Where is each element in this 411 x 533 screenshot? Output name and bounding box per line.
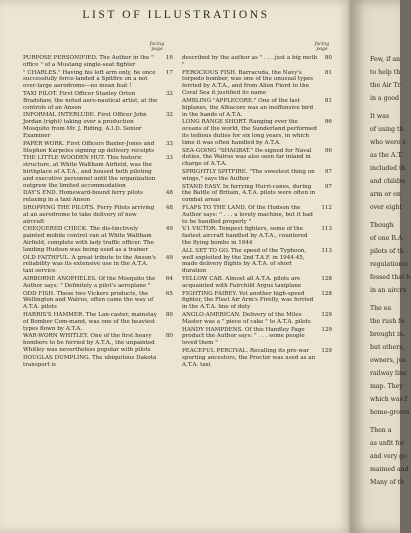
illustration-page-number: 32	[165, 112, 173, 119]
illustration-entry	[182, 119, 332, 146]
illustration-caption: ALL SET TO GO. The speed of the Typhoon, well exploited by the 2nd T.A.F. in 1944-45, made delivery flights by A.T.A. of short duration	[182, 247, 307, 275]
illustration-page-number: 80	[165, 333, 173, 340]
illustration-entry	[182, 276, 332, 290]
body-text-line: The ea	[370, 305, 392, 312]
illustration-page-number: 81	[324, 69, 332, 76]
body-text-line: in an aircra	[370, 287, 407, 294]
illustration-caption: STAND EASY. In ferrying Hurri-canes, during the Battle of Britain, A.T.A. pilots were often in combat areas	[182, 183, 316, 204]
illustration-caption: THE LITTLE WOODEN HUT. This historic structure, at White Waltham Airfield, was the birthplace of A.T.A., and housed both piloting and executive personnel until the organization outgrew the limited accommodation	[23, 155, 156, 189]
illustrations-column-right	[182, 55, 332, 369]
body-text-line: owners, jus	[370, 357, 406, 364]
body-text-line: in a good	[370, 95, 399, 102]
illustration-caption: HANDY HAMPDENS. Of this Handley Page product the Author says: " . . . some people loved them "	[182, 326, 305, 347]
illustration-page-number: 80	[165, 312, 173, 319]
illustrations-column-left	[23, 55, 173, 369]
illustration-caption: " CHARLES." Having his left arm only, he once successfully force-landed a Spitfire on a not over-large aerodrome—no mean feat !	[23, 69, 156, 90]
illustration-page-number: 32	[165, 91, 173, 97]
illustration-entry	[182, 248, 332, 275]
illustration-caption: SEA-GOING "SHAGBAT." De-signed for Naval duties, the Walrus was also seen far inland in charge of A.T.A.	[182, 147, 312, 168]
body-text-line: brought in.	[370, 331, 405, 338]
illustration-caption: AMBLING "APPLECORE." One of the last biplanes, the Albacore was an inoffensive bird in the hands of A.T.A.	[182, 97, 314, 118]
illustration-entry	[23, 55, 173, 69]
illustration-entry	[23, 276, 173, 290]
illustration-page-number: 64	[165, 276, 173, 283]
illustration-page-number: 16	[165, 55, 173, 61]
illustration-entry	[23, 255, 173, 276]
illustration-caption: ODD FISH. These two Vickers products, the Wellington and Walrus, often came the way of A.T.A. pilots	[23, 290, 154, 311]
illustration-entry	[182, 205, 332, 226]
illustration-caption: WAR-WORN WHITLEY. One of the first heavy bombers to be ferried by A.T.A., the unpainted Whitley was nevertheless popular with pilots	[23, 333, 155, 354]
illustration-caption: AIRBORNE ANOPHELES. Of the Mosquito the Author says: " Definitely a pilot's aeroplane "	[23, 276, 156, 289]
illustration-entry	[23, 355, 173, 369]
illustration-entry	[182, 348, 332, 369]
body-text-line: the Air Tr	[370, 82, 401, 89]
body-text-line: as unfit for	[370, 440, 405, 447]
illustration-entry	[182, 98, 332, 119]
page-title: LIST OF ILLUSTRATIONS	[82, 9, 270, 21]
illustration-page-number: 49	[165, 254, 173, 261]
illustration-page-number: 112	[321, 204, 332, 211]
illustration-caption: PAPER WORK. First Officers Baxter-Jones and Stephen Karpeles signing up delivery receipts	[23, 140, 155, 154]
illustration-caption: ANGLO-AMERICAN. Delivery of the Miles Master was a " piece of cake " to A.T.A. pilots	[182, 312, 311, 325]
illustration-caption: FEROCIOUS FISH. Barracuda, the Navy's torpedo bomber, was one of the unusual types ferried by A.T.A., and from Alien Fiord to the Coral Sea it justified its name	[182, 69, 314, 97]
illustration-page-number: 96	[324, 119, 332, 126]
body-text-line: railway line	[370, 370, 407, 377]
body-text-line: the rush fo	[370, 318, 405, 325]
body-text-line: Many of th	[370, 479, 404, 486]
body-text-line: of using th	[370, 126, 404, 133]
illustration-entry	[23, 205, 173, 226]
illustration-caption: FLAPS TO THE LAND. Of the Hudson the Author says: " . . . a lovely machine, but it had to be handled properly "	[182, 204, 313, 225]
body-text-line: and very go	[370, 453, 407, 460]
illustration-entry	[23, 226, 173, 253]
illustration-caption: PEACEFUL PERCIVAL. Recalling its pre-war sporting ancestors, the Proctor was used as an A.T.A. taxi	[182, 348, 316, 368]
illustration-entry	[23, 155, 173, 189]
illustration-caption: INFORMAL INTERLUDE. First Officer John Jordan (right) taking over a production Mosquito from Mr. J. Riding, A.I.D. Senior Examiner	[23, 112, 147, 139]
illustration-caption: TAXI PILOT. First Officer Stanley Orton Bradshaw, the noted aero-nautical artist, at the controls of an Anson	[23, 91, 158, 111]
illustration-caption: HARRIS'S HAMMER. The Lan-caster, mainstay of Bomber Com-mand, was one of the heaviest types flown by A.T.A.	[23, 312, 157, 332]
illustration-page-number: 129	[321, 326, 332, 333]
illustration-caption: DAY'S END. Homeward-bound ferry pilots relaxing in a taxi Anson	[23, 190, 143, 204]
illustration-page-number: 128	[321, 276, 332, 283]
body-text-line: pilots of th	[370, 248, 404, 255]
illustration-caption: V.1 VICTOR. Tempest fighters, some of the fastest aircraft handled by A.T.A., countered the flying bombs in 1944	[182, 226, 308, 247]
body-text-line: map. They	[370, 383, 403, 390]
illustration-entry	[23, 190, 173, 204]
body-text-line: of one R.A	[370, 235, 403, 242]
illustration-page-number: 96	[324, 147, 332, 154]
body-text-line: Then a	[370, 427, 392, 434]
illustration-entry	[182, 291, 332, 312]
right-page	[350, 0, 411, 533]
illustration-caption: SPRIGHTLY SPITFIRE. "The sweetest thing on wings," says the Author	[182, 168, 315, 182]
body-text-line: regulations)	[370, 261, 408, 268]
illustration-caption: FIGHTING FAIREY. Yet another high-speed fighter, the Fleet Air Arm's Firefly, was ferried in the A.T.A. line of duty	[182, 290, 314, 311]
body-text-line: home-grown	[370, 409, 410, 416]
body-text-line: as the A.T.	[370, 152, 403, 159]
illustration-page-number: 113	[321, 247, 332, 254]
illustration-caption: OLD FAITHFUL. A great tribute to the Anson's reliability was its extensive use in the A.T.A. taxi service	[23, 254, 156, 275]
illustration-entry	[23, 91, 173, 112]
illustration-page-number: 128	[321, 290, 332, 297]
illustration-page-number: 17	[165, 69, 173, 76]
illustration-entry	[182, 312, 332, 326]
illustration-entry	[182, 55, 332, 69]
illustration-entry	[182, 70, 332, 97]
illustration-entry	[182, 184, 332, 205]
illustration-entry	[23, 112, 173, 139]
illustration-page-number: 97	[324, 168, 332, 175]
facing-page-label-right: facing page	[314, 42, 330, 52]
illustration-entry	[23, 70, 173, 91]
body-text-line: It was	[370, 113, 390, 120]
illustration-page-number: 33	[165, 155, 173, 162]
illustration-page-number: 81	[324, 97, 332, 104]
illustration-caption: CHEQUERED CHECK. The dis-tinctively painted mobile control van at White Waltham Airfield, complete with lady traffic officer. The landing Hudson was being used as a trainer	[23, 226, 154, 253]
illustration-page-number: 80	[324, 55, 332, 61]
illustration-caption: PURPOSE PERSONIFIED. The Author in the " office " of a Mustang single-seat fighter	[23, 55, 154, 68]
illustration-page-number: 49	[165, 226, 173, 233]
illustration-page-number: 113	[321, 226, 332, 233]
illustration-page-number: 97	[324, 183, 332, 190]
body-text-line: but others,	[370, 344, 405, 351]
illustration-entry	[182, 327, 332, 348]
illustration-entry	[23, 291, 173, 312]
body-text-line: to help th	[370, 69, 401, 76]
illustration-caption: YELLOW CAB. Almost all A.T.A. pilots are acquainted with Fairchild Argus taxiplane	[182, 276, 302, 289]
illustration-entry	[23, 333, 173, 354]
illustration-entry	[23, 312, 173, 333]
body-text-line: over eight	[370, 204, 402, 211]
illustration-caption: DOUGLAS DUMPLING. The ubiquitous Dakota transport is	[23, 354, 157, 368]
body-text-line: fessed that h	[370, 274, 411, 281]
body-text-line: included th	[370, 165, 406, 172]
facing-page-label-left: facing page	[149, 42, 165, 52]
illustration-entry	[182, 226, 332, 247]
body-text-line: Though	[370, 222, 394, 229]
body-text-line: Few, if an	[370, 56, 401, 63]
illustration-caption: LONG RANGE SHORT. Ranging over the oceans of the world, the Sunderland performed its tedious duties for six long years, in which time it was often handled by A.T.A.	[182, 119, 317, 146]
body-text-line: who were s	[370, 139, 406, 146]
illustration-page-number: 33	[165, 140, 173, 147]
illustration-page-number: 48	[165, 204, 173, 211]
illustration-page-number: 65	[165, 290, 173, 297]
illustration-page-number: 129	[321, 348, 332, 355]
body-text-line: which was f	[370, 396, 408, 403]
body-text-line: arm or on	[370, 191, 401, 198]
illustration-entry	[23, 141, 173, 155]
body-text-line: and childre	[370, 178, 406, 185]
illustration-caption: described by the author as " . . . just a big moth "	[182, 55, 318, 68]
illustration-page-number: 129	[321, 312, 332, 319]
body-text-line: maimed and	[370, 466, 409, 473]
illustration-page-number: 48	[165, 190, 173, 197]
illustration-caption: DROPPING THE PILOTS. Ferry Pilots arriving at an aerodrome to take delivery of new aircraft	[23, 204, 155, 225]
illustration-entry	[182, 169, 332, 183]
illustration-entry	[182, 148, 332, 169]
